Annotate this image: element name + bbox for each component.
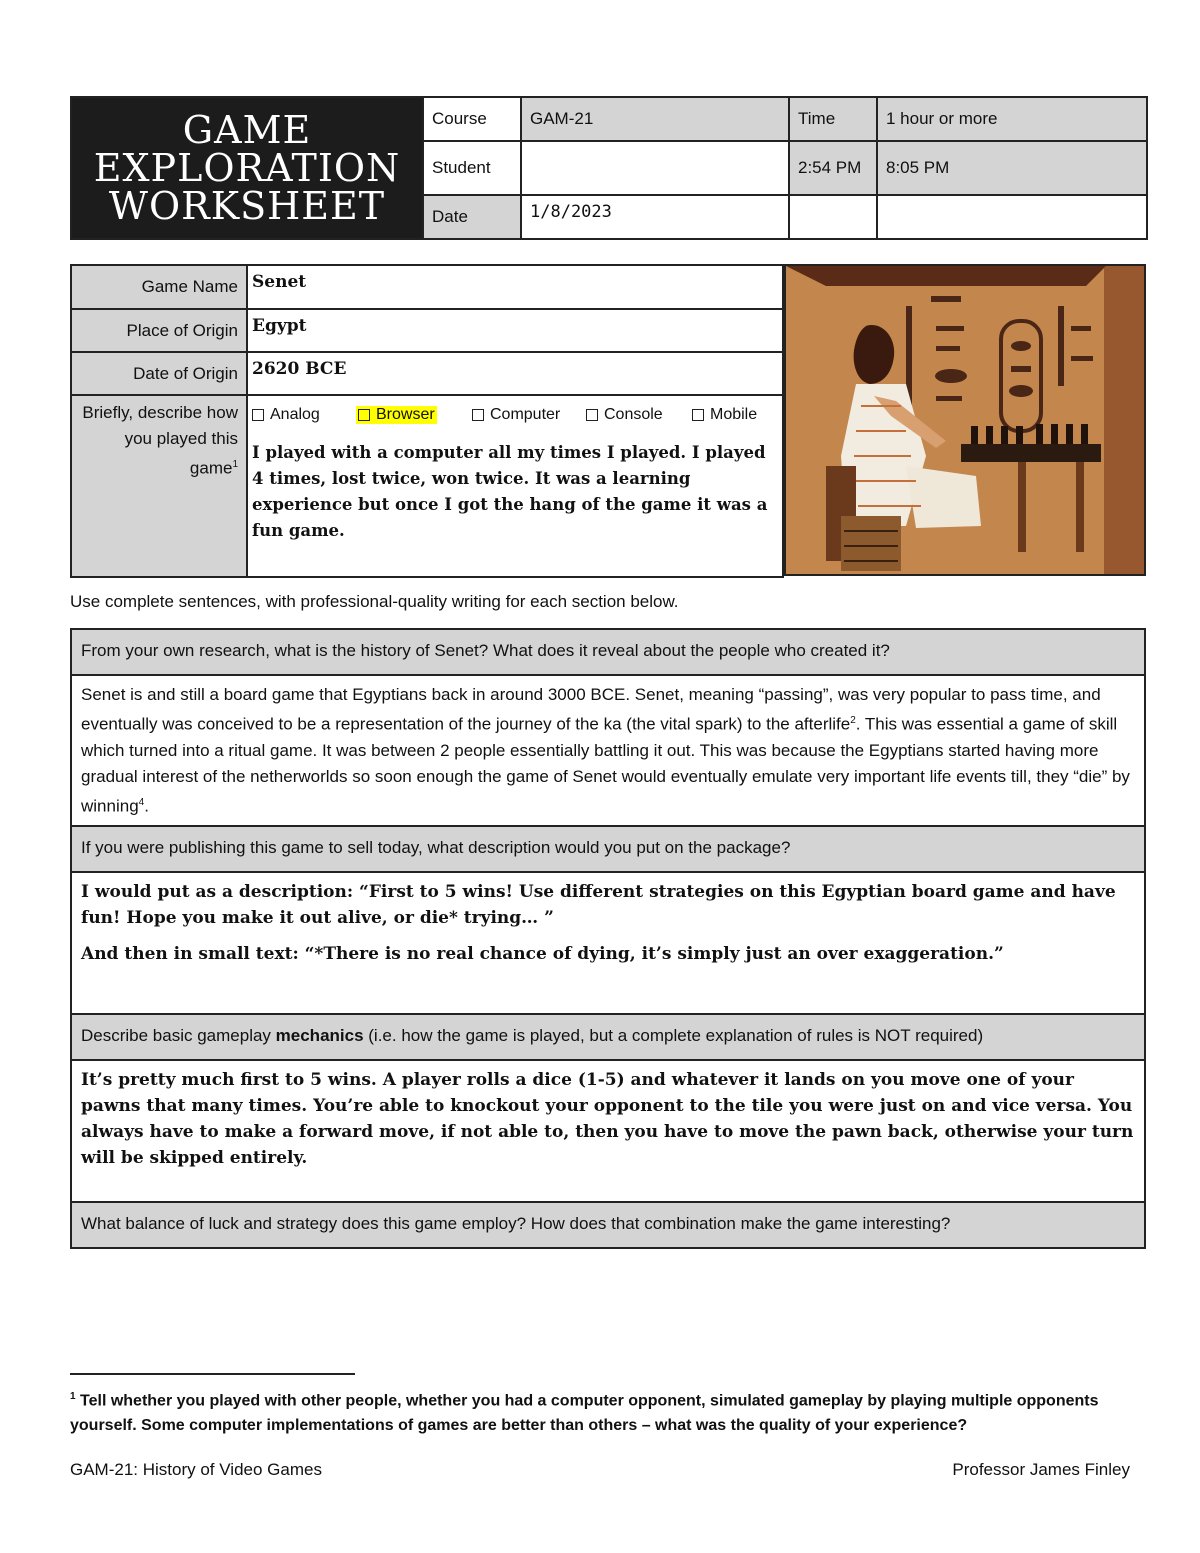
fresco-illustration — [786, 266, 1144, 574]
how-played-answer[interactable]: I played with a computer all my times I played. I played 4 times, lost twice, won twice. It was a learning experience but once I got the hang of the game it was a fun game. — [252, 443, 768, 540]
platform-options — [252, 406, 778, 424]
footnote-ref-4: 4 — [138, 796, 145, 808]
start-time[interactable]: 2:54 PM — [789, 141, 877, 195]
package-answer[interactable] — [71, 872, 1145, 1014]
option-analog-label: Analog — [270, 406, 320, 423]
game-info-table — [70, 264, 784, 578]
footer-course: GAM-21: History of Video Games — [70, 1460, 322, 1479]
option-console[interactable] — [586, 406, 674, 424]
checkbox-analog[interactable] — [252, 409, 264, 421]
mechanics-question-bold: mechanics — [275, 1026, 364, 1046]
mechanics-question-post: (i.e. how the game is played, but a complete explanation of rules is NOT required) — [363, 1026, 984, 1046]
time-value[interactable]: 1 hour or more — [877, 97, 1147, 141]
checkbox-mobile[interactable] — [692, 409, 704, 421]
option-mobile-label: Mobile — [710, 406, 758, 423]
place-of-origin-label: Place of Origin — [71, 309, 247, 352]
senet-fresco-image — [784, 264, 1146, 576]
game-name-value[interactable]: Senet — [247, 265, 783, 309]
mechanics-question — [71, 1014, 1145, 1060]
history-answer-part-1: Senet is and still a board game that Egyptians back in around 3000 BCE. Senet, meaning “passing”, was very popular to pass time, and eventually was conceived to be a representation of the journey of the ka (the vital spark) to the afterlife — [81, 685, 1101, 734]
checkbox-browser[interactable] — [358, 409, 370, 421]
history-answer-end: . — [144, 796, 149, 816]
mechanics-question-pre: Describe basic gameplay — [81, 1026, 276, 1046]
date-of-origin-value[interactable]: 2620 BCE — [247, 352, 783, 395]
date-value[interactable]: 1/8/2023 — [521, 195, 789, 239]
balance-question: What balance of luck and strategy does this game employ? How does that combination make the game interesting? — [71, 1202, 1145, 1248]
course-label: Course — [423, 97, 521, 141]
option-browser-label: Browser — [376, 406, 435, 423]
place-of-origin-value[interactable]: Egypt — [247, 309, 783, 352]
checkbox-computer[interactable] — [472, 409, 484, 421]
option-browser[interactable] — [356, 406, 454, 424]
footnote-text: Tell whether you played with other people, whether you had a computer opponent, simulated gameplay by playing multiple opponents yourself. Some computer implementations of games are better than others – what was the quality of your experience? — [70, 1392, 1099, 1435]
option-mobile[interactable] — [692, 406, 757, 424]
time-label: Time — [789, 97, 877, 141]
empty-cell-2 — [877, 195, 1147, 239]
end-time[interactable]: 8:05 PM — [877, 141, 1147, 195]
option-computer-label: Computer — [490, 406, 561, 423]
how-played-label — [71, 395, 247, 577]
instructions-text: Use complete sentences, with professional-quality writing for each section below. — [70, 592, 679, 611]
header-table — [70, 96, 1148, 240]
history-question: From your own research, what is the history of Senet? What does it reveal about the people who created it? — [71, 629, 1145, 675]
title-line-3: WORKSHEET — [108, 184, 386, 228]
how-played-cell — [247, 395, 783, 577]
history-answer-part-2: . This was essential a game of skill which turned into a ritual game. It was between 2 people essentially battling it out. This was because the Egyptians started having more gradual interest of the netherworlds so soon enough the game of Senet would eventually emulate very important life events till, they “die” by winning — [81, 714, 1130, 816]
package-answer-line-1: I would put as a description: “First to 5 wins! Use different strategies on this Egyptian board game and have fun! Hope you make it out alive, or die* trying… ” — [81, 882, 1116, 929]
footnote-number: 1 — [70, 1391, 76, 1402]
package-question: If you were publishing this game to sell today, what description would you put on the package? — [71, 826, 1145, 872]
date-of-origin-label: Date of Origin — [71, 352, 247, 395]
footnote — [70, 1384, 1140, 1438]
checkbox-console[interactable] — [586, 409, 598, 421]
student-value[interactable] — [521, 141, 789, 195]
option-computer[interactable] — [472, 406, 568, 424]
game-name-label: Game Name — [71, 265, 247, 309]
footer-professor: Professor James Finley — [952, 1460, 1130, 1479]
history-answer[interactable] — [71, 675, 1145, 826]
browser-highlight — [356, 406, 437, 424]
option-analog[interactable] — [252, 406, 338, 424]
option-console-label: Console — [604, 406, 663, 423]
title-line-1: GAME — [182, 108, 312, 152]
mechanics-answer[interactable]: It’s pretty much first to 5 wins. A player rolls a dice (1-5) and whatever it lands on you move one of your pawns that many times. You’re able to knockout your opponent to the tile you were just on and vice versa. You always have to make a forward move, if not able to, then you have to move the pawn back, otherwise your turn will be skipped entirely. — [71, 1060, 1145, 1202]
student-label: Student — [423, 141, 521, 195]
footnote-ref-2: 2 — [850, 715, 856, 726]
package-answer-line-2: And then in small text: “*There is no real chance of dying, it’s simply just an over exaggeration.” — [81, 944, 1004, 965]
course-value[interactable]: GAM-21 — [521, 97, 789, 141]
how-played-label-text: Briefly, describe how you played this game — [82, 403, 238, 478]
footnote-ref-1: 1 — [232, 459, 238, 470]
worksheet-title — [71, 97, 423, 239]
footnote-divider — [70, 1373, 355, 1375]
empty-cell-1 — [789, 195, 877, 239]
questions-table — [70, 628, 1146, 1249]
title-line-2: EXPLORATION — [93, 146, 401, 190]
date-label: Date — [423, 195, 521, 239]
